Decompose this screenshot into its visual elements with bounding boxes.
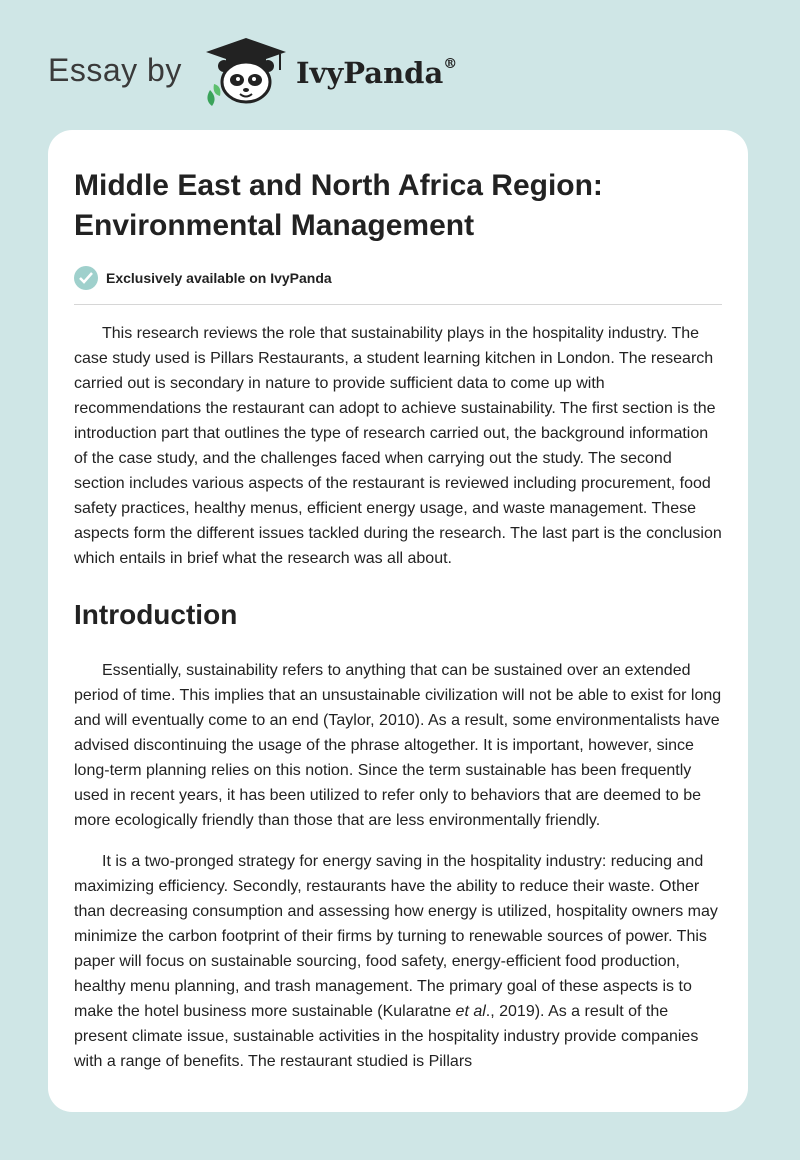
essay-content (74, 166, 722, 1074)
registered-mark: ® (443, 56, 458, 73)
paragraph-3 (74, 849, 722, 1074)
check-circle-icon (74, 266, 98, 290)
paragraph-3-text-b: ., 2019). As a result of the present climate issue, sustainable activities in the hospitality industry provide companies with a range of benefits. The restaurant studied is Pillars (74, 1003, 699, 1070)
paragraph-3-italic: et al (455, 1003, 486, 1020)
site-header (48, 40, 748, 110)
brand-text: IvyPanda (296, 56, 444, 90)
intro-paragraph: This research reviews the role that sustainability plays in the hospitality industry. The case study used is Pillars Restaurants, a student learning kitchen in London. The research carried out is secondary in nature to provide sufficient data to come up with recommendations the restaurant can adopt to achieve sustainability. The first section is the introduction part that outlines the type of research carried out, the background information of the case study, and the challenges faced when carrying out the study. The second section includes various aspects of the restaurant is reviewed including procurement, food safety practices, healthy menus, efficient energy usage, and waste management. These aspects form the different issues tackled during the research. The last part is the conclusion which entails in brief what the research was all about. (74, 325, 722, 567)
essay-by-label: Essay by (48, 52, 182, 88)
brand-name[interactable] (296, 56, 457, 90)
panda-graduate-logo-icon[interactable] (200, 36, 292, 108)
paragraph-3-text-a: It is a two-pronged strategy for energy saving in the hospitality industry: reducing and maximizing efficiency. Secondly, restaurants have the ability to reduce their waste. Other than decreasing consumption and assessing how energy is utilized, hospitality owners may minimize the carbon footprint of their firms by turning to renewable sources of power. This paper will focus on sustainable sourcing, food safety, energy-efficient food production, healthy menu planning, and trash management. The primary goal of these aspects is to make the hotel business more sustainable (Kularatne (74, 853, 718, 1020)
essay-card (48, 130, 748, 1112)
section-heading: Introduction (74, 599, 238, 630)
divider (74, 304, 722, 305)
paragraph-2: Essentially, sustainability refers to anything that can be sustained over an extended period of time. This implies that an unsustainable civilization will not be able to exist for long and will eventually come to an end (Taylor, 2010). As a result, some environmentalists have advised discontinuing the usage of the phrase altogether. It is important, however, since long-term planning relies on this notion. Since the term sustainable has been frequently used in recent years, it has been utilized to refer only to behaviors that are deemed to be more ecologically friendly than those that are less environmentally friendly. (74, 662, 722, 829)
page-title: Middle East and North Africa Region: Environmental Management (74, 169, 603, 242)
exclusive-label: Exclusively available on IvyPanda (106, 270, 332, 286)
exclusive-badge (74, 266, 722, 290)
